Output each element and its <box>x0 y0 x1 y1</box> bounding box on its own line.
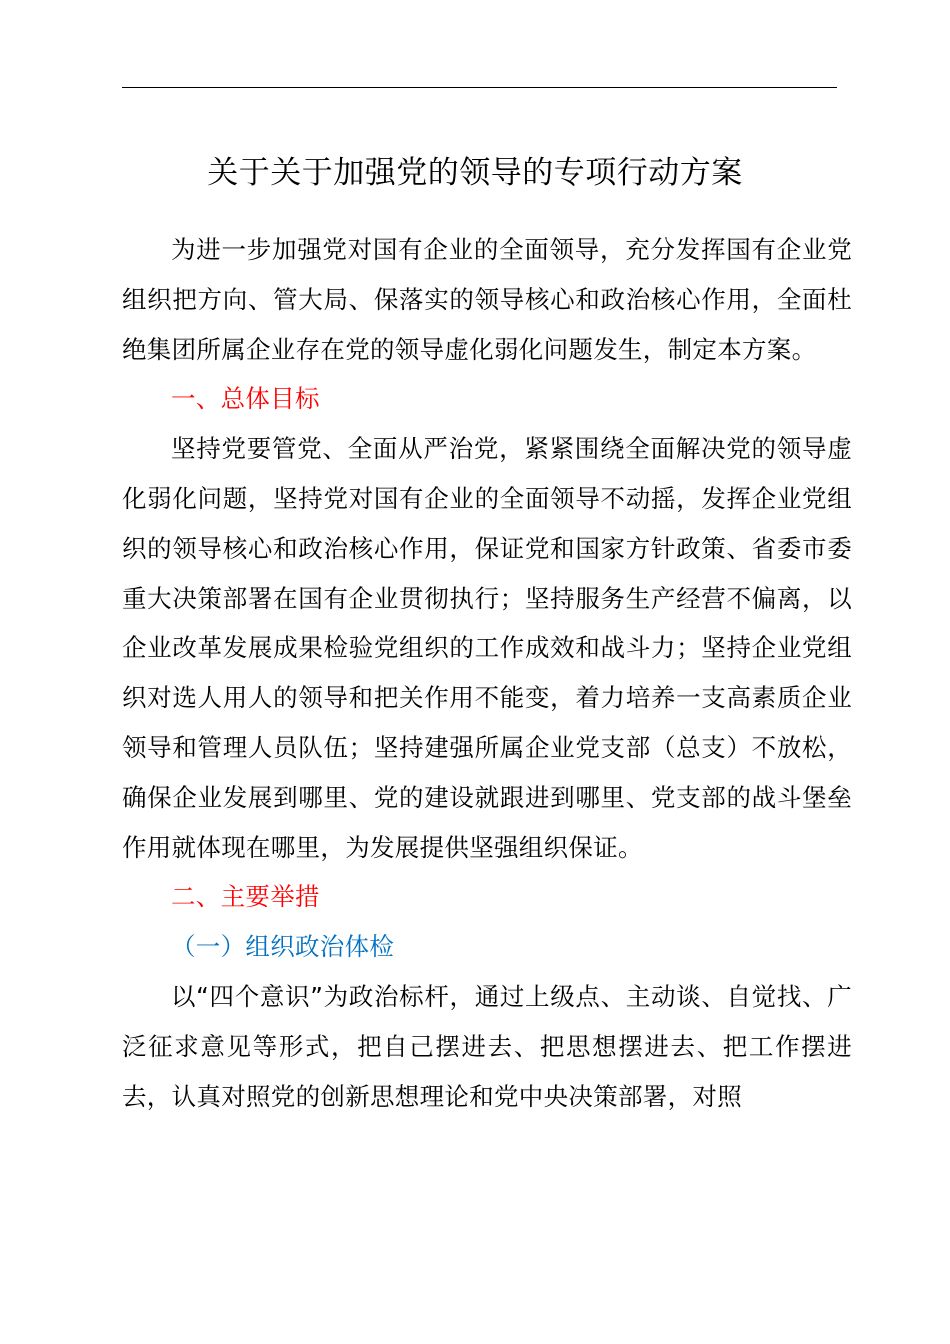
intro-paragraph: 为进一步加强党对国有企业的全面领导，充分发挥国有企业党组织把方向、管大局、保落实的领导核心和政治核心作用，全面杜绝集团所属企业存在党的领导虚化弱化问题发生，制定本方案。 <box>122 235 852 364</box>
section-2-heading: 二、主要举措 <box>171 882 320 912</box>
document-body <box>122 225 852 1121</box>
section-1-paragraph: 坚持党要管党、全面从严治党，紧紧围绕全面解决党的领导虚化弱化问题，坚持党对国有企业的全面领导不动摇，发挥企业党组织的领导核心和政治核心作用，保证党和国家方针政策、省委市委重大决策部署在国有企业贯彻执行；坚持服务生产经营不偏离，以企业改革发展成果检验党组织的工作成效和战斗力；坚持企业党组织对选人用人的领导和把关作用不能变，着力培养一支高素质企业领导和管理人员队伍；坚持建强所属企业党支部（总支）不放松，确保企业发展到哪里、党的建设就跟进到哪里、党支部的战斗堡垒作用就体现在哪里，为发展提供坚强组织保证。 <box>122 434 852 862</box>
header-rule <box>122 87 837 88</box>
section-1-heading: 一、总体目标 <box>171 384 320 414</box>
document-title: 关于关于加强党的领导的专项行动方案 <box>207 155 743 191</box>
subsection-2-1-paragraph: 以“四个意识”为政治标杆，通过上级点、主动谈、自觉找、广泛征求意见等形式，把自己摆进去、把思想摆进去、把工作摆进去，认真对照党的创新思想理论和党中央决策部署，对照 <box>122 981 852 1111</box>
subsection-2-1-heading: （一）组织政治体检 <box>171 932 395 962</box>
